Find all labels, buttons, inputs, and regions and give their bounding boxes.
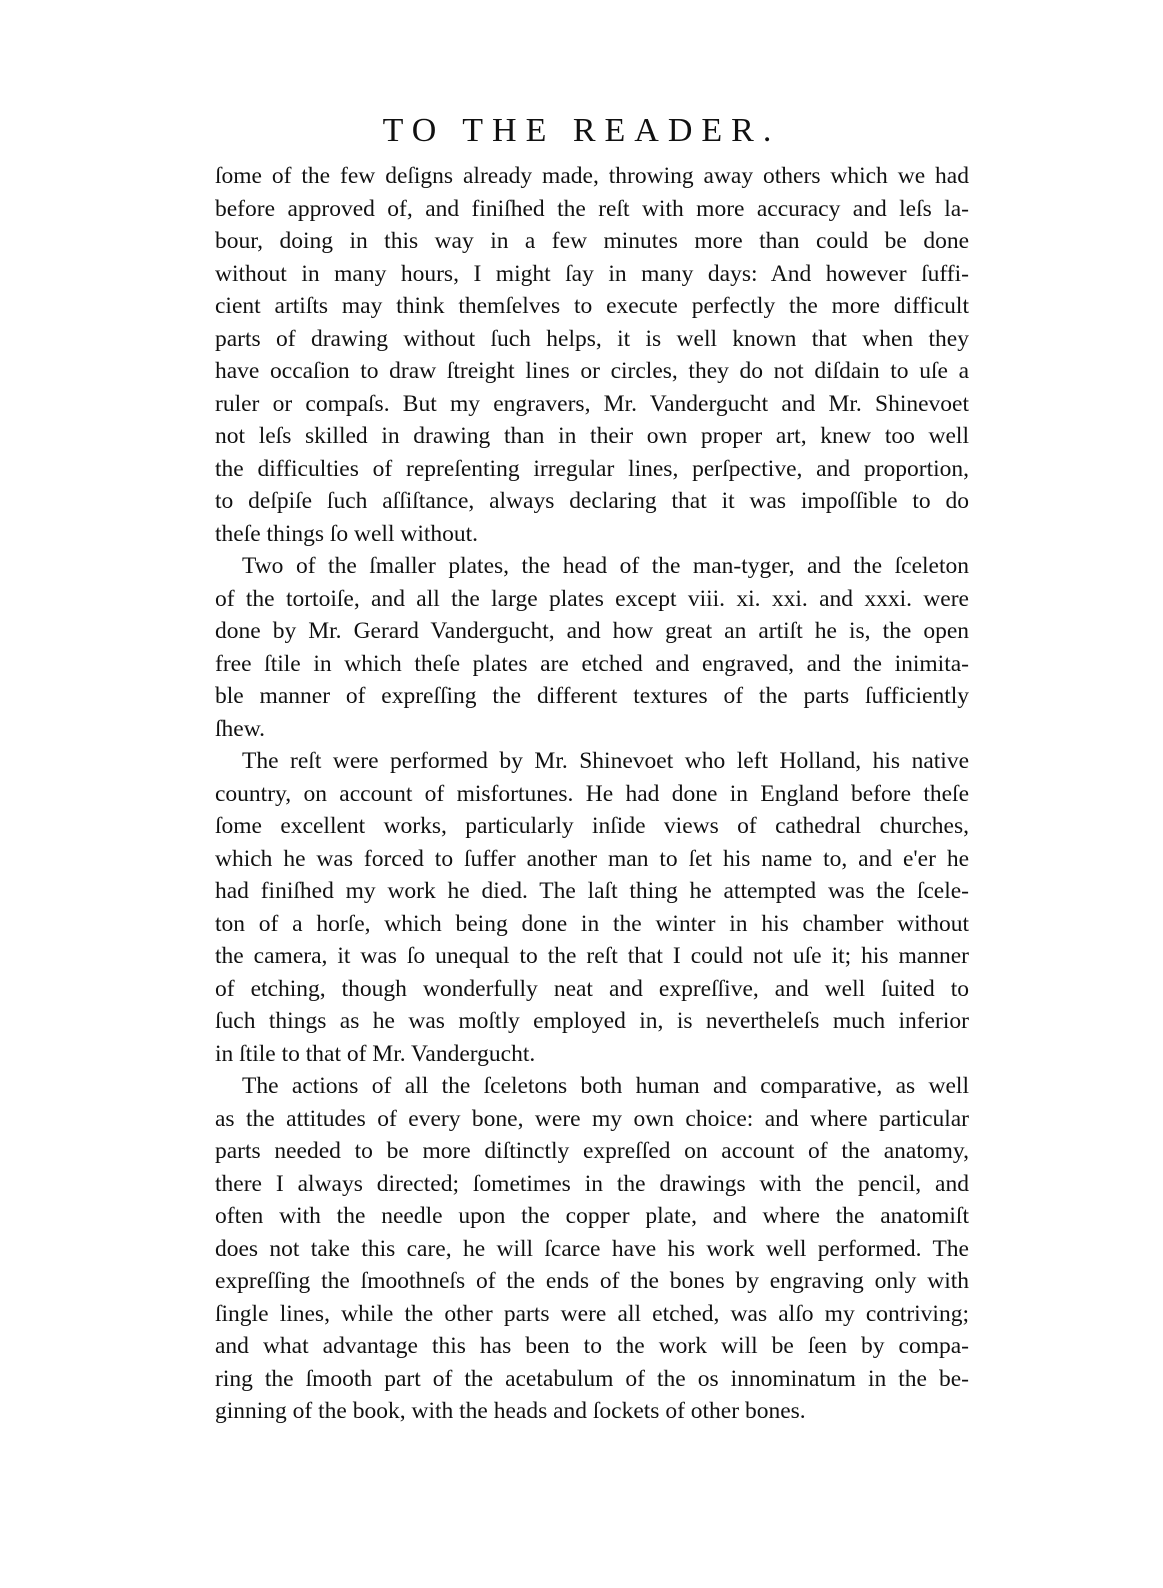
text-line: parts of drawing without ſuch helps, it is well known that when they	[215, 325, 969, 352]
text-line: bour, doing in this way in a few minutes more than could be done	[215, 228, 969, 254]
text-line: theſe things ſo well without.	[215, 520, 479, 547]
text-line: in ſtile to that of Mr. Vandergucht.	[215, 1040, 536, 1067]
text-line: to deſpiſe ſuch aſſiſtance, always declaring that it was impoſſible to do	[215, 488, 969, 514]
text-line: cient artiſts may think themſelves to execute perfectly the more difficult	[215, 293, 969, 319]
running-title: TO THE READER.	[382, 112, 781, 149]
paragraph-2	[215, 550, 969, 745]
text-line: free ſtile in which theſe plates are etched and engraved, and the inimita-	[215, 650, 969, 677]
text-line: of the tortoiſe, and all the large plates except viii. xi. xxi. and xxxi. were	[215, 585, 969, 612]
text-line: there I always directed; ſometimes in the drawings with the pencil, and	[215, 1170, 969, 1197]
text-line: the difficulties of repreſenting irregular lines, perſpective, and proportion,	[215, 455, 969, 482]
text-line: ginning of the book, with the heads and ſockets of other bones.	[215, 1398, 806, 1424]
text-line: had finiſhed my work he died. The laſt thing he attempted was the ſcele-	[215, 878, 969, 904]
text-line: ble manner of expreſſing the different textures of the parts ſufficiently	[215, 683, 969, 709]
text-line: parts needed to be more diſtinctly expreſſed on account of the anatomy,	[215, 1138, 969, 1164]
text-line: Two of the ſmaller plates, the head of the man-tyger, and the ſceleton	[242, 553, 969, 579]
text-line: The reſt were performed by Mr. Shinevoet who left Holland, his native	[242, 748, 969, 774]
text-line: as the attitudes of every bone, were my own choice: and where particular	[215, 1105, 969, 1132]
text-line: country, on account of misfortunes. He had done in England before theſe	[215, 780, 969, 807]
text-line: ruler or compaſs. But my engravers, Mr. Vandergucht and Mr. Shinevoet	[215, 390, 969, 417]
text-line: which he was forced to ſuffer another man to ſet his name to, and e'er he	[215, 845, 969, 872]
text-line: expreſſing the ſmoothneſs of the ends of the bones by engraving only with	[215, 1268, 969, 1294]
text-line: the camera, it was ſo unequal to the reſt that I could not uſe it; his manner	[215, 943, 969, 969]
body-text	[215, 160, 969, 1428]
text-line: not leſs skilled in drawing than in their own proper art, knew too well	[215, 423, 969, 449]
text-line: ſhew.	[215, 715, 266, 742]
text-line: without in many hours, I might ſay in many days: And however ſuffi-	[215, 260, 969, 287]
text-line: have occaſion to draw ſtreight lines or circles, they do not diſdain to uſe a	[215, 358, 969, 384]
text-line: ſome of the few deſigns already made, throwing away others which we had	[215, 163, 969, 189]
text-line: ring the ſmooth part of the acetabulum of the os innominatum in the be-	[215, 1365, 969, 1392]
text-line: ſingle lines, while the other parts were all etched, was alſo my contriving;	[215, 1300, 969, 1327]
paragraph-4	[215, 1070, 969, 1428]
text-line: ton of a horſe, which being done in the winter in his chamber without	[215, 910, 969, 937]
text-line: The actions of all the ſceletons both human and comparative, as well	[242, 1073, 969, 1099]
text-line: often with the needle upon the copper plate, and where the anatomiſt	[215, 1203, 969, 1229]
text-line: ſuch things as he was moſtly employed in, is nevertheleſs much inferior	[215, 1008, 969, 1034]
paragraph-3	[215, 745, 969, 1070]
text-line: of etching, though wonderfully neat and expreſſive, and well ſuited to	[215, 975, 969, 1002]
text-line: and what advantage this has been to the work will be ſeen by compa-	[215, 1333, 969, 1359]
text-line: done by Mr. Gerard Vandergucht, and how great an artiſt he is, the open	[215, 618, 969, 644]
paragraph-1	[215, 160, 969, 550]
text-line: does not take this care, he will ſcarce have his work well performed. The	[215, 1235, 969, 1262]
text-line: ſome excellent works, particularly inſide views of cathedral churches,	[215, 813, 969, 839]
text-line: before approved of, and finiſhed the reſt with more accuracy and leſs la-	[215, 195, 969, 222]
